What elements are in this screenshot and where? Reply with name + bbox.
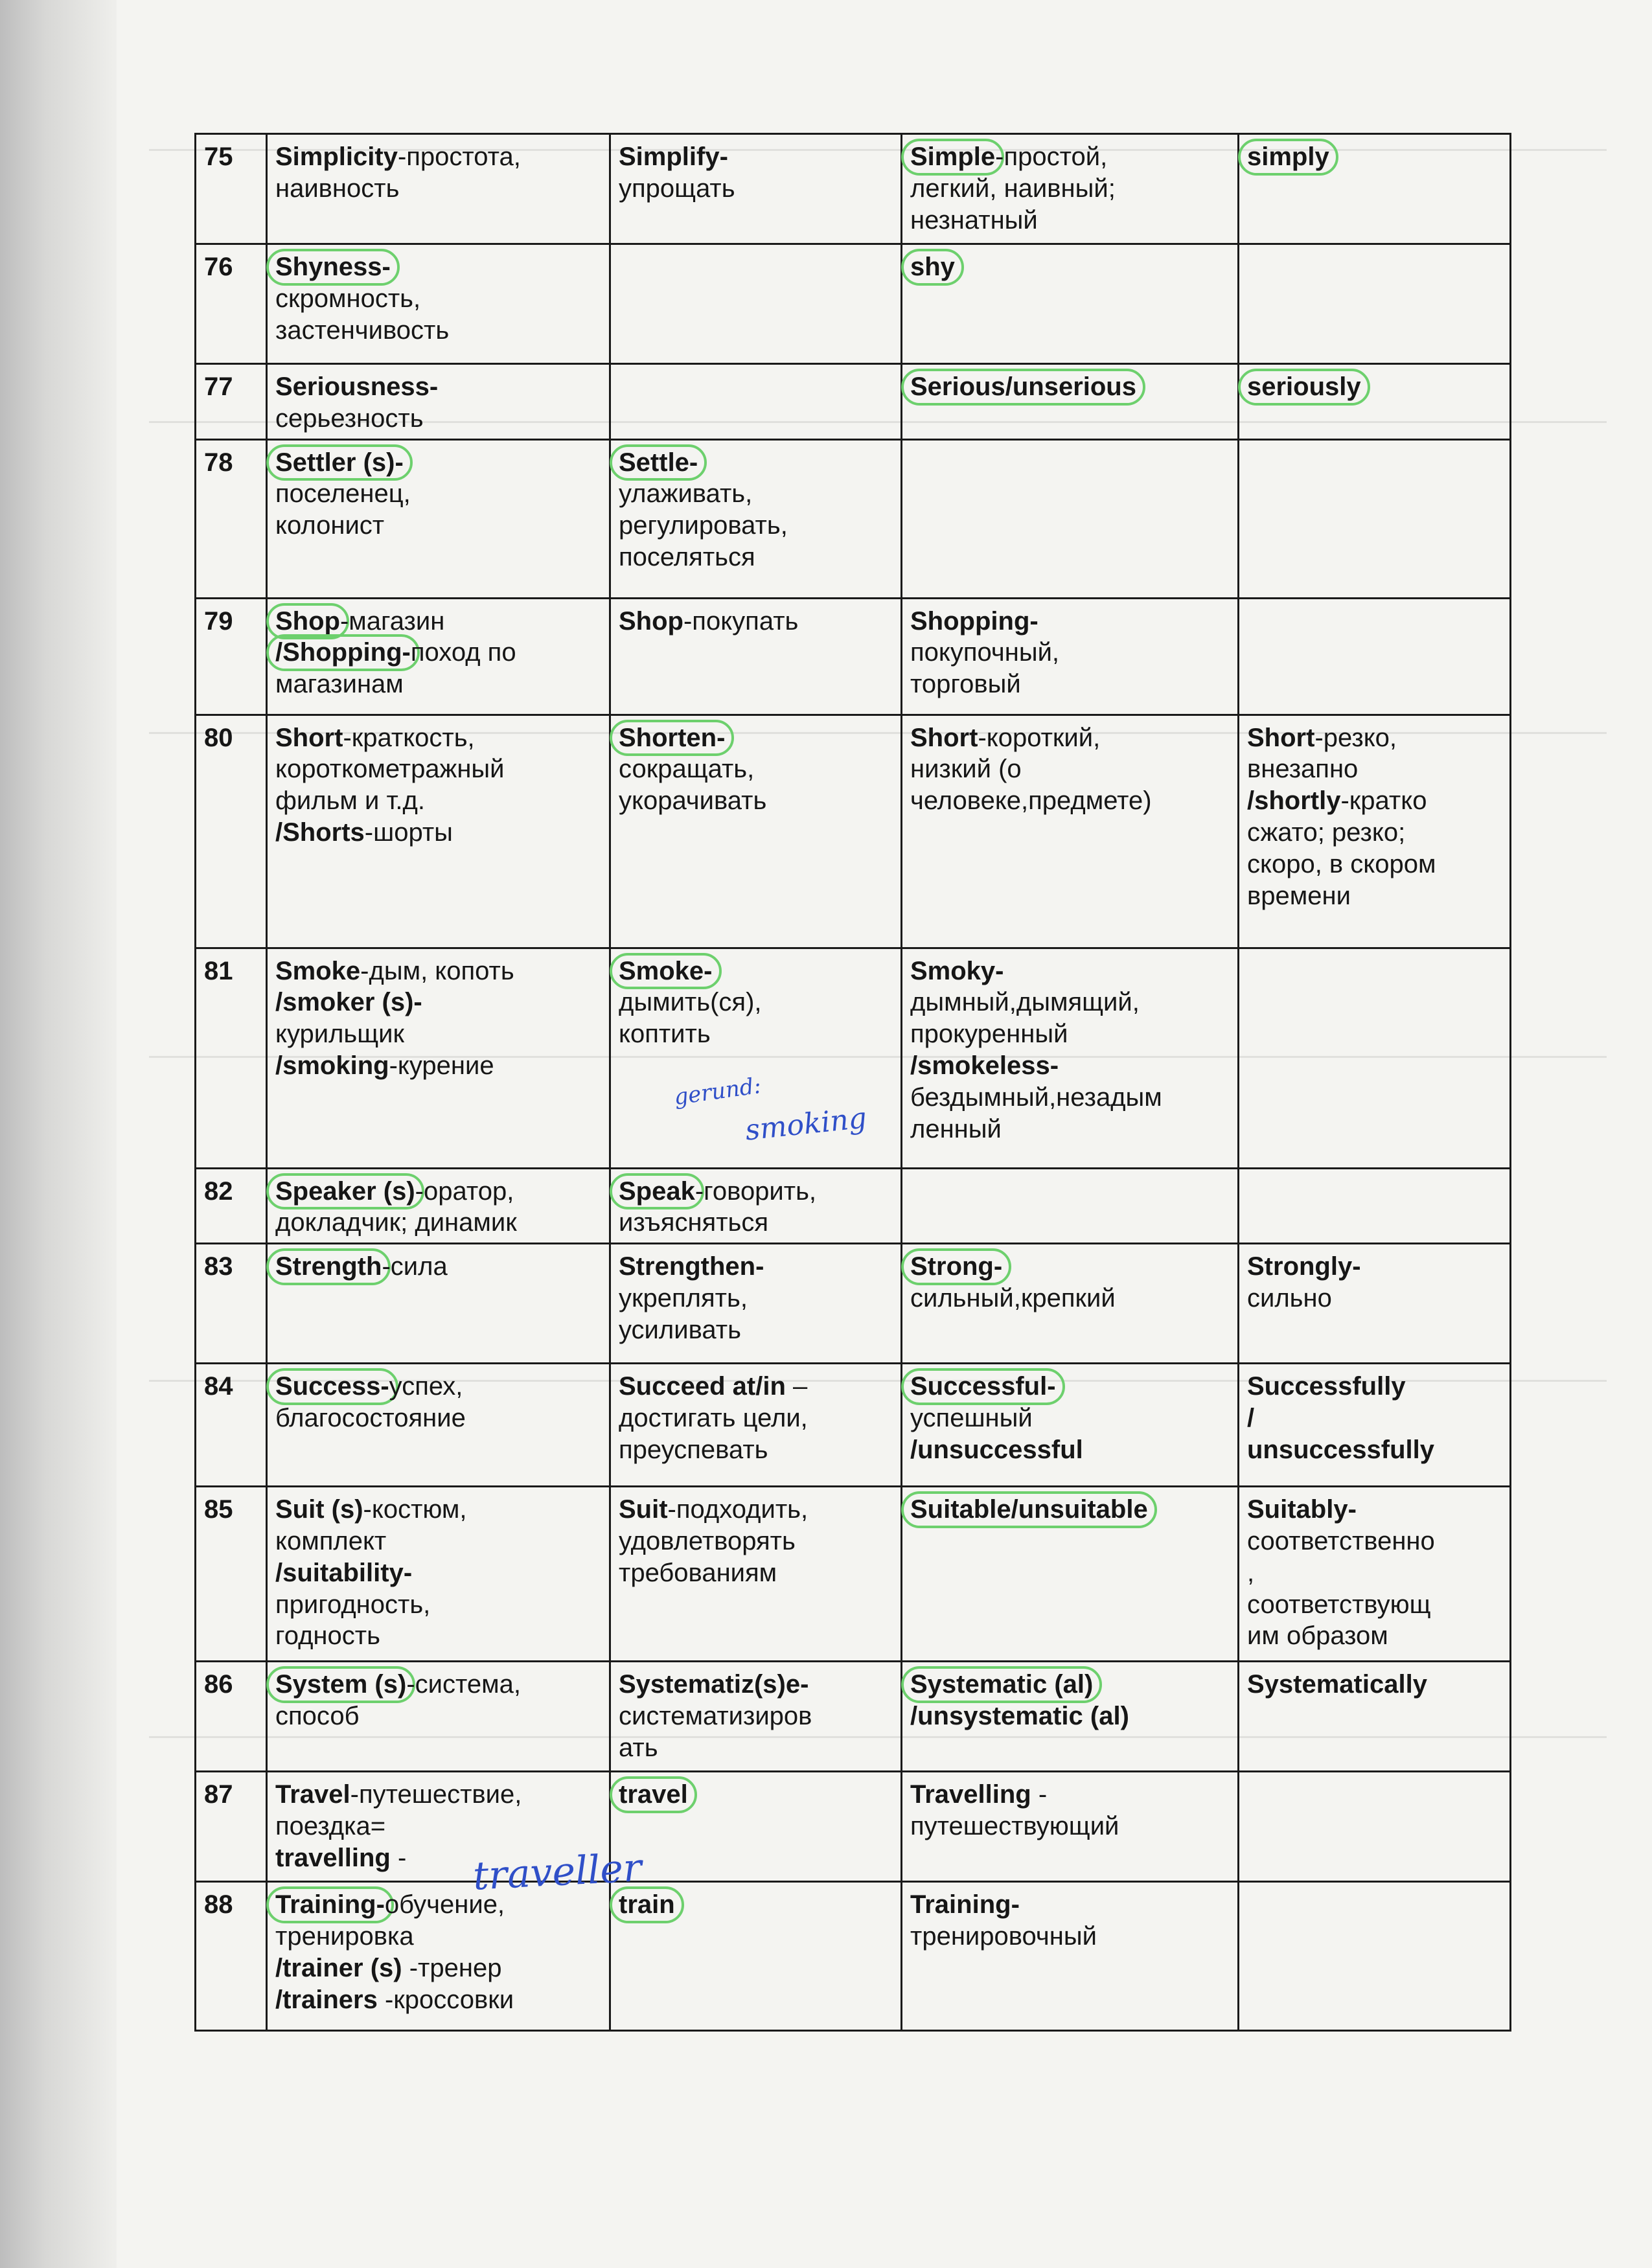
table-row — [196, 1662, 1511, 1772]
row-number: 80 — [196, 715, 267, 948]
adjective-cell — [902, 1168, 1239, 1244]
table-row — [196, 715, 1511, 948]
adverb-cell — [1239, 1487, 1511, 1662]
term: Strongly- — [1247, 1252, 1361, 1281]
translation: дымить(ся), коптить — [619, 988, 762, 1049]
row-number: 78 — [196, 439, 267, 598]
translation: поселенец, колонист — [275, 479, 411, 540]
verb-cell — [610, 1168, 902, 1244]
translation: -система, способ — [275, 1670, 521, 1730]
translation: -дым, копоть — [360, 956, 514, 985]
adverb-cell — [1239, 439, 1511, 598]
table-row — [196, 948, 1511, 1168]
term: /suitability- — [275, 1558, 413, 1587]
translation: улаживать, регулировать, поселяться — [619, 479, 788, 571]
translation: -подходить, удовлетворять требованиям — [619, 1495, 809, 1587]
translation: -путешествие, поездка= — [275, 1780, 522, 1840]
row-number: 85 — [196, 1487, 267, 1662]
scan-shadow-edge — [0, 0, 117, 2268]
translation: серьезность — [275, 404, 424, 433]
translation: систематизиров ать — [619, 1701, 812, 1762]
row-number: 88 — [196, 1882, 267, 2031]
noun-cell — [267, 1487, 610, 1662]
highlighted-term: seriously — [1238, 369, 1370, 406]
translation: сильный,крепкий — [910, 1283, 1116, 1312]
table-row — [196, 598, 1511, 715]
adverb-cell — [1239, 244, 1511, 364]
highlighted-term: Shorten- — [610, 720, 734, 757]
adjective-cell — [902, 1487, 1239, 1662]
term: /trainers — [275, 1985, 378, 2014]
adverb-cell — [1239, 1244, 1511, 1364]
verb-cell — [610, 244, 902, 364]
row-number: 79 — [196, 598, 267, 715]
highlighted-term: Shop — [266, 603, 349, 640]
verb-cell — [610, 364, 902, 440]
translation: -простота, наивность — [275, 143, 521, 203]
verb-cell — [610, 439, 902, 598]
term: Seriousness- — [275, 372, 439, 401]
highlighted-term: Strong- — [901, 1248, 1011, 1285]
highlighted-term: simply — [1238, 139, 1338, 176]
term: /Shorts — [275, 818, 365, 847]
adverb-cell — [1239, 598, 1511, 715]
translation: -покупать — [683, 606, 799, 636]
adverb-cell — [1239, 134, 1511, 244]
translation: -курение — [389, 1051, 494, 1080]
adverb-cell — [1239, 1662, 1511, 1772]
row-number: 84 — [196, 1364, 267, 1487]
row-number: 87 — [196, 1772, 267, 1882]
highlighted-term: /Shopping- — [266, 634, 420, 671]
adjective-cell — [902, 134, 1239, 244]
highlighted-term: Speaker (s) — [266, 1173, 424, 1210]
translation: -кратко сжато; резко; скоро, в скором времени — [1247, 786, 1436, 910]
term: Smoke — [275, 956, 361, 985]
verb-cell — [610, 598, 902, 715]
table-row — [196, 364, 1511, 440]
noun-cell — [267, 948, 610, 1168]
row-number: 77 — [196, 364, 267, 440]
highlighted-term: travel — [610, 1776, 697, 1813]
highlighted-term: Speak — [610, 1173, 704, 1210]
highlighted-term: Suitable/unsuitable — [901, 1491, 1157, 1528]
term: /shortly — [1247, 786, 1341, 816]
noun-cell — [267, 1882, 610, 2031]
noun-cell — [267, 715, 610, 948]
term: Suitably- — [1247, 1495, 1357, 1524]
highlighted-term: train — [610, 1886, 684, 1923]
handwritten-gerund-word: smoking — [743, 1101, 869, 1147]
translation: -костюм, комплект — [275, 1495, 467, 1555]
noun-cell — [267, 364, 610, 440]
row-number: 75 — [196, 134, 267, 244]
table-row — [196, 1487, 1511, 1662]
translation: успешный — [910, 1403, 1033, 1432]
table-row — [196, 1882, 1511, 2031]
highlighted-term: Training- — [266, 1886, 394, 1923]
noun-cell — [267, 439, 610, 598]
translation: -шорты — [364, 818, 453, 847]
noun-cell — [267, 1662, 610, 1772]
table-row — [196, 439, 1511, 598]
adjective-cell — [902, 244, 1239, 364]
highlighted-term: Systematic (al) — [901, 1666, 1102, 1703]
term: Succeed at/in — [619, 1372, 786, 1401]
adjective-cell — [902, 1772, 1239, 1882]
adjective-cell — [902, 439, 1239, 598]
highlighted-term: Shyness- — [266, 249, 400, 286]
translation: - — [390, 1843, 407, 1872]
translation: -оратор, докладчик; динамик — [275, 1176, 517, 1237]
translation: -сила — [382, 1252, 448, 1281]
noun-cell — [267, 244, 610, 364]
term: Short — [910, 723, 978, 752]
translation: пригодность, годность — [275, 1590, 431, 1651]
table-row — [196, 1364, 1511, 1487]
term: Travel — [275, 1780, 350, 1809]
term: /smoker (s)- — [275, 988, 422, 1017]
highlighted-term: Strength — [266, 1248, 391, 1285]
term: Systematically — [1247, 1670, 1427, 1699]
word-formation-table — [194, 133, 1511, 2032]
adverb-cell — [1239, 1772, 1511, 1882]
verb-cell — [610, 1882, 902, 2031]
term: Short — [275, 723, 343, 752]
translation: сильно — [1247, 1283, 1332, 1312]
translation: -резко, внезапно — [1247, 723, 1397, 784]
translation: бездымный,незадым ленный — [910, 1082, 1162, 1143]
adjective-cell — [902, 364, 1239, 440]
translation: упрощать — [619, 174, 735, 203]
adverb-cell — [1239, 715, 1511, 948]
handwritten-gerund-label: gerund: — [672, 1072, 763, 1111]
translation: дымный,дымящий, прокуренный — [910, 988, 1140, 1049]
translation: -простой, легкий, наивный; незнатный — [910, 143, 1116, 235]
translation: укреплять, усиливать — [619, 1283, 748, 1344]
highlighted-term: Settle- — [610, 444, 707, 481]
term: /unsuccessful — [910, 1435, 1083, 1464]
translation: сокращать, укорачивать — [619, 755, 767, 816]
translation: -короткий, низкий (о человеке,предмете) — [910, 723, 1152, 816]
term: /smoking — [275, 1051, 389, 1080]
verb-cell — [610, 1772, 902, 1882]
table-row — [196, 1244, 1511, 1364]
term: travelling — [275, 1843, 391, 1872]
verb-cell — [610, 1364, 902, 1487]
translation: -тренер — [409, 1953, 502, 1982]
term: /smokeless- — [910, 1051, 1059, 1080]
row-number: 83 — [196, 1244, 267, 1364]
adverb-cell — [1239, 1364, 1511, 1487]
term: Training- — [910, 1890, 1020, 1919]
highlighted-term: Settler (s)- — [266, 444, 413, 481]
table-row — [196, 244, 1511, 364]
translation: поход по магазинам — [275, 638, 516, 699]
term: Suit — [619, 1495, 668, 1524]
translation: обучение, тренировка — [275, 1890, 505, 1951]
highlighted-term: Success- — [266, 1368, 398, 1405]
highlighted-term: Smoke- — [610, 953, 722, 990]
adverb-cell — [1239, 1168, 1511, 1244]
row-number: 81 — [196, 948, 267, 1168]
adjective-cell — [902, 1364, 1239, 1487]
highlighted-term: shy — [901, 249, 964, 286]
adjective-cell — [902, 1882, 1239, 2031]
handwritten-traveller: traveller — [472, 1845, 643, 1899]
table-row — [196, 1772, 1511, 1882]
highlighted-term: Successful- — [901, 1368, 1065, 1405]
term: Shop — [619, 606, 683, 636]
term: /trainer (s) — [275, 1953, 402, 1982]
term: Travelling — [910, 1780, 1031, 1809]
highlighted-term: Serious/unserious — [901, 369, 1145, 406]
term: Suit (s) — [275, 1495, 363, 1524]
translation: -магазин — [339, 606, 445, 636]
term: Smoky- — [910, 956, 1004, 985]
noun-cell — [267, 1772, 610, 1882]
highlighted-term: Simple — [901, 139, 1004, 176]
row-number: 86 — [196, 1662, 267, 1772]
verb-cell — [610, 1487, 902, 1662]
verb-cell — [610, 1662, 902, 1772]
adjective-cell — [902, 715, 1239, 948]
translation: скромность, застенчивость — [275, 284, 450, 345]
adverb-cell — [1239, 364, 1511, 440]
table-row — [196, 134, 1511, 244]
adverb-cell — [1239, 1882, 1511, 2031]
row-number: 76 — [196, 244, 267, 364]
translation: -краткость, короткометражный фильм и т.д. — [275, 723, 505, 816]
translation: покупочный, торговый — [910, 638, 1060, 699]
translation: соответственно , соответствующ им образом — [1247, 1526, 1435, 1651]
noun-cell — [267, 1168, 610, 1244]
term: Strengthen- — [619, 1252, 764, 1281]
verb-cell — [610, 715, 902, 948]
adjective-cell — [902, 1244, 1239, 1364]
adjective-cell — [902, 948, 1239, 1168]
row-number: 82 — [196, 1168, 267, 1244]
highlighted-term: System (s) — [266, 1666, 415, 1703]
term: /unsystematic (al) — [910, 1701, 1129, 1730]
translation: – достигать цели, преуспевать — [619, 1372, 808, 1464]
term: Short — [1247, 723, 1315, 752]
translation: успех, благосостояние — [275, 1372, 466, 1432]
term: Successfully / unsuccessfully — [1247, 1372, 1435, 1464]
term: Systematiz(s)e- — [619, 1670, 809, 1699]
translation: -говорить, изъясняться — [619, 1176, 817, 1237]
term: Shopping- — [910, 606, 1038, 636]
translation: - путешествующий — [910, 1780, 1119, 1840]
verb-cell — [610, 134, 902, 244]
term: Simplicity — [275, 143, 398, 171]
word-formation-rows — [196, 134, 1511, 2031]
noun-cell — [267, 1364, 610, 1487]
noun-cell — [267, 134, 610, 244]
verb-cell — [610, 948, 902, 1168]
term: Simplify- — [619, 143, 728, 171]
adverb-cell — [1239, 948, 1511, 1168]
table-row — [196, 1168, 1511, 1244]
noun-cell — [267, 1244, 610, 1364]
noun-cell — [267, 598, 610, 715]
verb-cell — [610, 1244, 902, 1364]
translation: курильщик — [275, 1020, 405, 1049]
translation: -кроссовки — [377, 1985, 514, 2014]
adjective-cell — [902, 1662, 1239, 1772]
adjective-cell — [902, 598, 1239, 715]
translation: тренировочный — [910, 1921, 1097, 1951]
